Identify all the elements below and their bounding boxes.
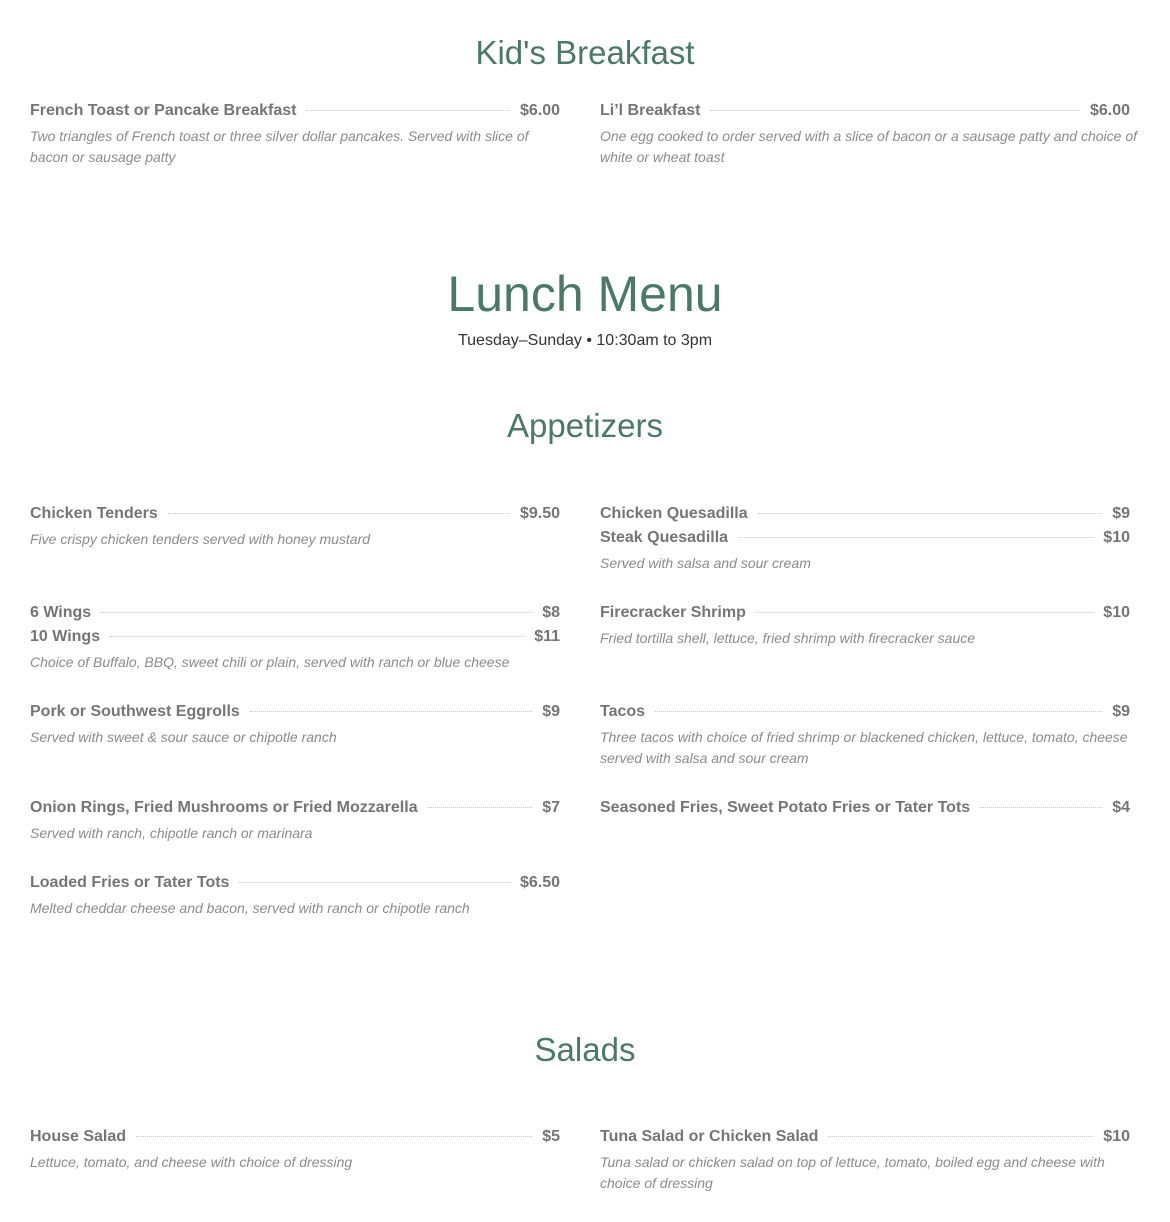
menu-item-tacos	[600, 703, 1130, 769]
item-price: $9	[542, 703, 560, 720]
item-name: Chicken Quesadilla	[600, 505, 748, 522]
item-price: $11	[534, 628, 560, 645]
dot-leader	[306, 110, 509, 111]
item-name: Pork or Southwest Eggrolls	[30, 703, 240, 720]
dot-leader	[168, 513, 510, 514]
item-description: Three tacos with choice of fried shrimp or blackened chicken, lettuce, tomato, cheese served with salsa and sour cream	[600, 729, 1128, 766]
menu-item-fries	[600, 799, 1130, 823]
dot-leader	[110, 636, 524, 637]
dot-leader	[136, 1136, 532, 1137]
item-name: Chicken Tenders	[30, 505, 158, 522]
item-price: $4	[1112, 799, 1130, 816]
menu-item-french-toast	[30, 102, 560, 168]
dot-leader	[250, 711, 532, 712]
item-name: Tacos	[600, 703, 646, 720]
item-price: $9.50	[519, 505, 560, 522]
dot-leader	[101, 612, 532, 613]
salads-heading: Salads	[534, 1031, 636, 1068]
lunch-menu-title: Lunch Menu	[447, 266, 723, 322]
menu-item-quesadilla	[600, 505, 1130, 574]
item-description: Lettuce, tomato, and cheese with choice of dressing	[30, 1154, 353, 1170]
item-name: 10 Wings	[30, 628, 101, 645]
menu-item-lil-breakfast	[600, 102, 1137, 168]
menu-item-chicken-tenders	[30, 505, 560, 550]
item-name: Firecracker Shrimp	[600, 604, 746, 621]
menu-item-tuna-chicken-salad	[600, 1128, 1130, 1194]
item-name: Onion Rings, Fried Mushrooms or Fried Mozzarella	[30, 799, 418, 816]
menu-item-firecracker-shrimp	[600, 604, 1130, 649]
kids-breakfast-heading: Kid's Breakfast	[475, 34, 695, 71]
dot-leader	[980, 807, 1102, 808]
item-name: 6 Wings	[30, 604, 92, 621]
item-description: Five crispy chicken tenders served with honey mustard	[30, 531, 371, 547]
item-price: $10	[1103, 529, 1130, 546]
item-description: Served with sweet & sour sauce or chipotle ranch	[30, 729, 337, 745]
item-price: $9	[1112, 505, 1130, 522]
item-name: Seasoned Fries, Sweet Potato Fries or Tater Tots	[600, 799, 971, 816]
item-name: Tuna Salad or Chicken Salad	[600, 1128, 819, 1145]
menu-item-loaded-fries	[30, 874, 560, 919]
item-description: Two triangles of French toast or three silver dollar pancakes. Served with slice of bacon or sausage patty	[30, 128, 529, 165]
dot-leader	[756, 612, 1093, 613]
item-name: Li’l Breakfast	[600, 102, 701, 119]
item-name: Loaded Fries or Tater Tots	[30, 874, 230, 891]
item-price: $6.00	[1089, 102, 1130, 119]
item-price: $10	[1103, 1128, 1130, 1145]
item-name: House Salad	[30, 1128, 127, 1145]
dot-leader	[239, 882, 510, 883]
dot-leader	[655, 711, 1102, 712]
dot-leader	[710, 110, 1079, 111]
item-price: $6.50	[519, 874, 560, 891]
item-price: $7	[542, 799, 560, 816]
item-description: One egg cooked to order served with a slice of bacon or a sausage patty and choice of white or wheat toast	[600, 128, 1137, 165]
item-name: Steak Quesadilla	[600, 529, 729, 546]
item-price: $8	[542, 604, 560, 621]
item-description: Tuna salad or chicken salad on top of lettuce, tomato, boiled egg and cheese with choice of dressing	[600, 1154, 1105, 1191]
item-price: $6.00	[519, 102, 560, 119]
dot-leader	[738, 537, 1093, 538]
item-description: Fried tortilla shell, lettuce, fried shrimp with firecracker sauce	[600, 630, 976, 646]
menu-item-house-salad	[30, 1128, 560, 1173]
item-name: French Toast or Pancake Breakfast	[30, 102, 297, 119]
item-description: Served with salsa and sour cream	[600, 555, 811, 571]
item-description: Melted cheddar cheese and bacon, served with ranch or chipotle ranch	[30, 900, 470, 916]
appetizers-heading: Appetizers	[507, 407, 663, 444]
dot-leader	[758, 513, 1103, 514]
item-price: $9	[1112, 703, 1130, 720]
item-price: $5	[542, 1128, 560, 1145]
dot-leader	[828, 1136, 1093, 1137]
item-description: Served with ranch, chipotle ranch or marinara	[30, 825, 313, 841]
dot-leader	[428, 807, 533, 808]
menu-item-onion-rings	[30, 799, 560, 844]
item-description: Choice of Buffalo, BBQ, sweet chili or plain, served with ranch or blue cheese	[30, 654, 510, 670]
menu-item-wings	[30, 604, 560, 673]
item-price: $10	[1103, 604, 1130, 621]
menu-item-eggrolls	[30, 703, 560, 748]
lunch-hours: Tuesday–Sunday • 10:30am to 3pm	[457, 332, 713, 349]
